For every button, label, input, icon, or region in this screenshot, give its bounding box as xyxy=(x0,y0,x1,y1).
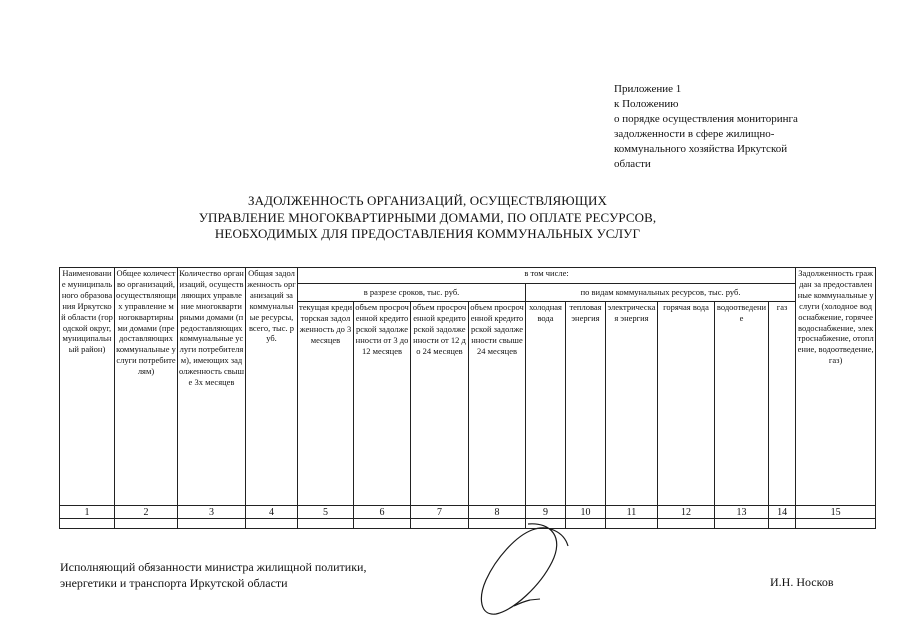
header-overdue-24: объем просроченной кредиторской задолженности свыше 24 месяцев xyxy=(469,302,526,506)
column-numbers-row xyxy=(60,506,876,519)
appendix-line: задолженности в сфере жилищно- xyxy=(614,128,775,140)
appendix-line: к Положению xyxy=(614,98,679,110)
appendix-line: коммунального хозяйства Иркутской xyxy=(614,143,788,155)
header-total-debt: Общая задолженность организаций за коммунальные ресурсы, всего, тыс. руб. xyxy=(246,268,298,506)
position-line: энергетики и транспорта Иркутской области xyxy=(60,575,288,590)
empty-data-row xyxy=(60,519,876,529)
header-orgs-over-3-months: Количество организаций, осуществляющих управление многоквартирными домами (предоставляющих коммунальные услуги потребителям), имеющих задолженность свыше 3х месяцев xyxy=(178,268,246,506)
empty-cell xyxy=(411,519,469,529)
debt-table xyxy=(59,267,876,529)
header-including: в том числе: xyxy=(298,268,796,284)
signatory-name: И.Н. Носков xyxy=(770,575,834,589)
empty-cell xyxy=(354,519,411,529)
empty-cell xyxy=(115,519,178,529)
column-number: 5 xyxy=(298,506,354,519)
empty-cell xyxy=(769,519,796,529)
appendix-line: Приложение 1 xyxy=(614,83,682,95)
header-citizens-debt: Задолженность граждан за предоставленные коммунальные услуги (холодное водоснабжение, горячее водоснабжение, электроснабжение, отопление, водоотведение, газ) xyxy=(796,268,876,506)
column-number: 2 xyxy=(115,506,178,519)
title-line: УПРАВЛЕНИЕ МНОГОКВАРТИРНЫМИ ДОМАМИ, ПО ОПЛАТЕ РЕСУРСОВ, xyxy=(198,209,657,225)
header-electricity: электрическая энергия xyxy=(606,302,658,506)
column-number: 9 xyxy=(526,506,566,519)
title-line: ЗАДОЛЖЕННОСТЬ ОРГАНИЗАЦИЙ, ОСУЩЕСТВЛЯЮЩИХ xyxy=(248,193,607,208)
empty-cell xyxy=(715,519,769,529)
column-number: 10 xyxy=(566,506,606,519)
document-title xyxy=(150,193,705,243)
empty-cell xyxy=(796,519,876,529)
signatory-position xyxy=(60,560,366,591)
column-number: 4 xyxy=(246,506,298,519)
empty-cell xyxy=(658,519,715,529)
header-cold-water: холодная вода xyxy=(526,302,566,506)
empty-cell xyxy=(60,519,115,529)
header-gas: газ xyxy=(769,302,796,506)
column-number: 15 xyxy=(796,506,876,519)
header-total-orgs: Общее количество организаций, осуществляющих управление многоквартирными домами (предоставляющих коммунальные услуги потребителям) xyxy=(115,268,178,506)
column-number: 12 xyxy=(658,506,715,519)
position-line: Исполняющий обязанности министра жилищной политики, xyxy=(60,560,367,574)
header-by-resources: по видам коммунальных ресурсов, тыс. руб. xyxy=(526,284,796,302)
title-line: НЕОБХОДИМЫХ ДЛЯ ПРЕДОСТАВЛЕНИЯ КОММУНАЛЬНЫХ УСЛУГ xyxy=(214,226,641,241)
header-overdue-3-12: объем просроченной кредиторской задолженности от 3 до 12 месяцев xyxy=(354,302,411,506)
column-number: 8 xyxy=(469,506,526,519)
header-heat: тепловая энергия xyxy=(566,302,606,506)
appendix-block xyxy=(614,82,884,172)
header-by-terms: в разрезе сроков, тыс. руб. xyxy=(298,284,526,302)
column-number: 3 xyxy=(178,506,246,519)
column-number: 6 xyxy=(354,506,411,519)
empty-cell xyxy=(606,519,658,529)
appendix-line: области xyxy=(614,158,651,170)
column-number: 11 xyxy=(606,506,658,519)
column-number: 7 xyxy=(411,506,469,519)
header-sewerage: водоотведение xyxy=(715,302,769,506)
header-overdue-12-24: объем просроченной кредиторской задолженности от 12 до 24 месяцев xyxy=(411,302,469,506)
header-hot-water: горячая вода xyxy=(658,302,715,506)
header-municipality: Наименование муниципального образования Иркутской области (городской округ, муниципальный район) xyxy=(60,268,115,506)
empty-cell xyxy=(298,519,354,529)
header-current-debt: текущая кредиторская задолженность до 3 месяцев xyxy=(298,302,354,506)
handwritten-signature xyxy=(470,520,580,620)
empty-cell xyxy=(178,519,246,529)
appendix-line: о порядке осуществления мониторинга xyxy=(614,113,798,125)
column-number: 13 xyxy=(715,506,769,519)
column-number: 14 xyxy=(769,506,796,519)
empty-cell xyxy=(246,519,298,529)
column-number: 1 xyxy=(60,506,115,519)
